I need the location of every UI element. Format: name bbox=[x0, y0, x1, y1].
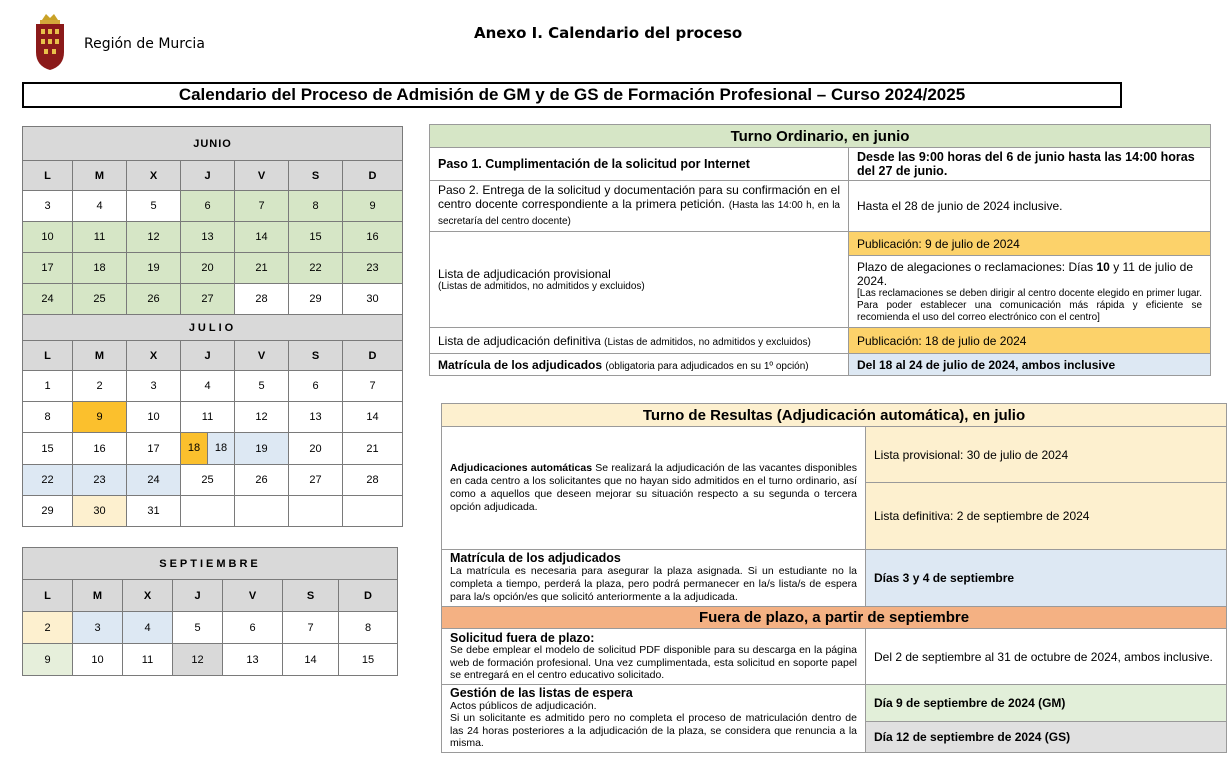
calendar-june-july bbox=[22, 126, 403, 527]
results-enrollment-desc bbox=[442, 550, 866, 607]
day-header: V bbox=[223, 580, 283, 612]
ordinary-definitive-note: (Listas de admitidos, no admitidos y excluidos) bbox=[604, 336, 811, 348]
ordinary-definitive-text: Lista de adjudicación definitiva bbox=[438, 333, 601, 348]
calendar-day: 15 bbox=[23, 433, 73, 465]
calendar-september bbox=[22, 547, 398, 676]
claims-note: [Las reclamaciones se deben dirigir al centro docente elegido en primer lugar. Para poder establecer una comunicación más rápida y eficiente se recomienda el uso del correo electrónico con el centro] bbox=[857, 287, 1203, 323]
calendar-day: 13 bbox=[181, 222, 235, 253]
calendar-day: 29 bbox=[289, 284, 343, 315]
late-application-title: Solicitud fuera de plazo: bbox=[450, 630, 595, 645]
calendar-day: 16 bbox=[343, 222, 403, 253]
calendar-day: 12 bbox=[127, 222, 181, 253]
calendar-day: 15 bbox=[339, 644, 398, 676]
calendar-day: 6 bbox=[289, 371, 343, 402]
calendar-day: 11 bbox=[73, 222, 127, 253]
calendar-day: 3 bbox=[23, 191, 73, 222]
ordinary-provisional-claims bbox=[849, 256, 1211, 328]
calendar-day: 7 bbox=[235, 191, 289, 222]
calendar-day: 9 bbox=[73, 402, 127, 433]
day-header: X bbox=[123, 580, 173, 612]
day-header: X bbox=[127, 341, 181, 371]
calendar-day: 3 bbox=[127, 371, 181, 402]
calendar-day-split bbox=[181, 433, 235, 465]
results-enrollment-value: Días 3 y 4 de septiembre bbox=[866, 550, 1227, 607]
calendar-day: 4 bbox=[73, 191, 127, 222]
calendar-day bbox=[289, 496, 343, 527]
calendar-day: 17 bbox=[127, 433, 181, 465]
results-enrollment-title: Matrícula de los adjudicados bbox=[450, 551, 621, 565]
results-turn-table bbox=[441, 403, 1227, 753]
ordinary-step2-value: Hasta el 28 de junio de 2024 inclusive. bbox=[849, 181, 1211, 232]
ordinary-step1-value: Desde las 9:00 horas del 6 de junio hasta las 14:00 horas del 27 de junio. bbox=[849, 148, 1211, 181]
calendar-day: 18 bbox=[208, 433, 234, 464]
late-period-title: Fuera de plazo, a partir de septiembre bbox=[442, 607, 1227, 629]
results-enrollment-text: La matrícula es necesaria para asegurar la plaza asignada. Si un estudiante no la completa a tiempo, perderá la plaza, pero podrá permanecer en la/s lista/s de espera para la/s opción/es que solicitó anteriormente a la adjudicada. bbox=[450, 565, 857, 603]
ordinary-step2-label bbox=[430, 181, 849, 232]
month-label-june: JUNIO bbox=[23, 127, 403, 161]
calendar-day: 20 bbox=[181, 253, 235, 284]
calendar-day: 4 bbox=[181, 371, 235, 402]
day-header: D bbox=[339, 580, 398, 612]
calendar-day: 2 bbox=[23, 612, 73, 644]
calendar-day: 8 bbox=[289, 191, 343, 222]
calendar-day: 10 bbox=[23, 222, 73, 253]
ordinary-provisional-note: (Listas de admitidos, no admitidos y excluidos) bbox=[438, 281, 645, 292]
ordinary-enrollment-value: Del 18 al 24 de julio de 2024, ambos inclusive bbox=[849, 354, 1211, 376]
results-provisional-list: Lista provisional: 30 de julio de 2024 bbox=[866, 427, 1227, 483]
day-header: S bbox=[283, 580, 339, 612]
ordinary-enrollment-text: Matrícula de los adjudicados bbox=[438, 357, 603, 372]
day-header: V bbox=[235, 341, 289, 371]
calendar-day: 27 bbox=[289, 465, 343, 496]
calendar-day: 2 bbox=[73, 371, 127, 402]
waiting-list-text-2: Si un solicitante es admitido pero no completa el proceso de matriculación dentro de las 24 horas posteriores a la adjudicación de la plaza, se considera que renuncia a la misma. bbox=[450, 712, 857, 749]
ordinary-step2-note: (Hasta las 14:00 h, en la secretaría del centro docente) bbox=[438, 200, 840, 227]
waiting-list-desc bbox=[442, 685, 866, 753]
calendar-day: 16 bbox=[73, 433, 127, 465]
calendar-day: 8 bbox=[23, 402, 73, 433]
calendar-day: 13 bbox=[223, 644, 283, 676]
month-label-september: SEPTIEMBRE bbox=[23, 548, 398, 580]
day-header: L bbox=[23, 580, 73, 612]
calendar-day bbox=[343, 496, 403, 527]
day-header: S bbox=[289, 161, 343, 191]
calendar-day: 12 bbox=[173, 644, 223, 676]
calendar-day: 18 bbox=[181, 433, 208, 464]
results-turn-title: Turno de Resultas (Adjudicación automática), en julio bbox=[442, 404, 1227, 427]
late-application-value: Del 2 de septiembre al 31 de octubre de 2024, ambos inclusive. bbox=[866, 629, 1227, 685]
calendar-day: 4 bbox=[123, 612, 173, 644]
calendar-day: 9 bbox=[23, 644, 73, 676]
calendar-day bbox=[235, 496, 289, 527]
calendar-day: 5 bbox=[127, 191, 181, 222]
calendar-day: 30 bbox=[343, 284, 403, 315]
calendar-day: 10 bbox=[127, 402, 181, 433]
ordinary-provisional-publication: Publicación: 9 de julio de 2024 bbox=[849, 232, 1211, 256]
ordinary-turn-title: Turno Ordinario, en junio bbox=[430, 125, 1211, 148]
calendar-day: 22 bbox=[23, 465, 73, 496]
ordinary-provisional-label bbox=[430, 232, 849, 328]
auto-allocation-desc bbox=[442, 427, 866, 550]
day-header: D bbox=[343, 161, 403, 191]
calendar-day: 3 bbox=[73, 612, 123, 644]
day-header: D bbox=[343, 341, 403, 371]
calendar-day: 17 bbox=[23, 253, 73, 284]
calendar-day: 23 bbox=[73, 465, 127, 496]
calendar-day: 11 bbox=[181, 402, 235, 433]
ordinary-turn-table bbox=[429, 124, 1211, 376]
calendar-day: 25 bbox=[73, 284, 127, 315]
results-definitive-list: Lista definitiva: 2 de septiembre de 2024 bbox=[866, 483, 1227, 550]
calendar-day: 18 bbox=[73, 253, 127, 284]
calendar-day: 11 bbox=[123, 644, 173, 676]
calendar-day: 1 bbox=[23, 371, 73, 402]
waiting-list-gm-date: Día 9 de septiembre de 2024 (GM) bbox=[866, 685, 1227, 722]
calendar-day: 25 bbox=[181, 465, 235, 496]
late-application-desc bbox=[442, 629, 866, 685]
calendar-day bbox=[181, 496, 235, 527]
day-header: V bbox=[235, 161, 289, 191]
document-title: Calendario del Proceso de Admisión de GM y de GS de Formación Profesional – Curso 2024/2025 bbox=[22, 82, 1122, 108]
calendar-day: 29 bbox=[23, 496, 73, 527]
calendar-day: 21 bbox=[343, 433, 403, 465]
calendar-day: 14 bbox=[283, 644, 339, 676]
calendar-day: 19 bbox=[235, 433, 289, 465]
day-header: L bbox=[23, 341, 73, 371]
calendar-day: 26 bbox=[127, 284, 181, 315]
calendar-day: 14 bbox=[343, 402, 403, 433]
day-header: J bbox=[173, 580, 223, 612]
calendar-day: 7 bbox=[283, 612, 339, 644]
day-header: M bbox=[73, 341, 127, 371]
calendar-day: 31 bbox=[127, 496, 181, 527]
ordinary-definitive-publication: Publicación: 18 de julio de 2024 bbox=[849, 328, 1211, 354]
calendar-day: 10 bbox=[73, 644, 123, 676]
calendar-day: 28 bbox=[343, 465, 403, 496]
calendar-day: 26 bbox=[235, 465, 289, 496]
ordinary-enrollment-label bbox=[430, 354, 849, 376]
month-label-july: JULIO bbox=[23, 315, 403, 341]
claims-day-10: 10 bbox=[1096, 259, 1110, 274]
day-header: M bbox=[73, 580, 123, 612]
ordinary-definitive-label bbox=[430, 328, 849, 354]
calendar-day: 19 bbox=[127, 253, 181, 284]
calendar-day: 22 bbox=[289, 253, 343, 284]
calendar-day: 13 bbox=[289, 402, 343, 433]
calendar-day: 30 bbox=[73, 496, 127, 527]
day-header: X bbox=[127, 161, 181, 191]
ordinary-provisional-text: Lista de adjudicación provisional bbox=[438, 267, 611, 281]
waiting-list-gs-date: Día 12 de septiembre de 2024 (GS) bbox=[866, 721, 1227, 752]
calendar-day: 14 bbox=[235, 222, 289, 253]
calendar-day: 23 bbox=[343, 253, 403, 284]
calendar-day: 6 bbox=[223, 612, 283, 644]
calendar-day: 5 bbox=[235, 371, 289, 402]
day-header: M bbox=[73, 161, 127, 191]
auto-allocation-title: Adjudicaciones automáticas bbox=[450, 462, 593, 474]
claims-text-1: Plazo de alegaciones o reclamaciones: Días bbox=[857, 259, 1094, 274]
auto-allocation-text: Se realizará la adjudicación de las vacantes disponibles en cada centro a los solicitantes que no hayan sido admitidos en el turno ordinario, así como a aquellos que deseen mejorar su situación respecto a su segunda o tercera opción adjudicada. bbox=[450, 462, 857, 513]
day-header: L bbox=[23, 161, 73, 191]
calendar-day: 24 bbox=[127, 465, 181, 496]
calendar-day: 27 bbox=[181, 284, 235, 315]
ordinary-step1-label: Paso 1. Cumplimentación de la solicitud por Internet bbox=[430, 148, 849, 181]
calendar-day: 12 bbox=[235, 402, 289, 433]
region-name: Región de Murcia bbox=[84, 36, 205, 52]
calendar-day: 20 bbox=[289, 433, 343, 465]
region-murcia-coat-of-arms-logo bbox=[30, 12, 70, 72]
claims-text-2: y 11 de julio de 2024. bbox=[857, 259, 1194, 288]
day-header: J bbox=[181, 161, 235, 191]
calendar-day: 6 bbox=[181, 191, 235, 222]
annex-title: Anexo I. Calendario del proceso bbox=[474, 24, 743, 42]
calendar-day: 9 bbox=[343, 191, 403, 222]
day-header: S bbox=[289, 341, 343, 371]
ordinary-enrollment-note: (obligatoria para adjudicados en su 1º opción) bbox=[605, 360, 809, 372]
late-application-text: Se debe emplear el modelo de solicitud PDF disponible para su descarga en la página web de formación profesional. Una vez cumplimentada, esta solicitud en soporte papel se entregará en el centro educativo solicitado. bbox=[450, 644, 857, 681]
calendar-day: 7 bbox=[343, 371, 403, 402]
ordinary-step2-text: Paso 2. Entrega de la solicitud y documentación para su confirmación en el centro docente correspondiente a la primera petición. bbox=[438, 183, 840, 211]
day-header: J bbox=[181, 341, 235, 371]
waiting-list-title: Gestión de las listas de espera bbox=[450, 686, 633, 700]
calendar-day: 21 bbox=[235, 253, 289, 284]
calendar-day: 5 bbox=[173, 612, 223, 644]
calendar-day: 24 bbox=[23, 284, 73, 315]
calendar-day: 8 bbox=[339, 612, 398, 644]
calendar-day: 15 bbox=[289, 222, 343, 253]
waiting-list-text-1: Actos públicos de adjudicación. bbox=[450, 699, 597, 712]
calendar-day: 28 bbox=[235, 284, 289, 315]
